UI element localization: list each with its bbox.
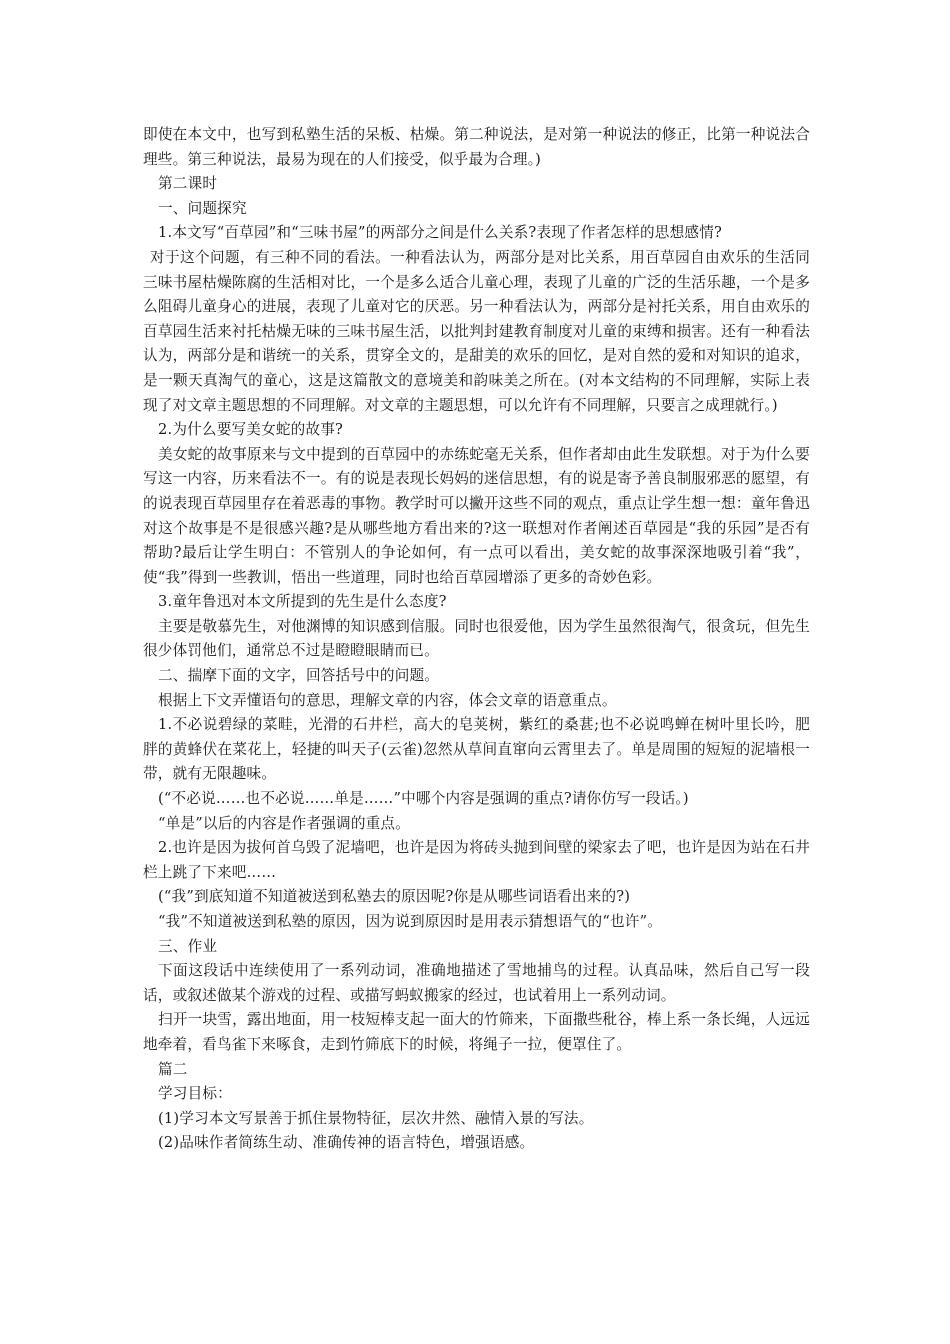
document-page [143, 123, 810, 1156]
paragraph: 即使在本文中，也写到私塾生活的呆板、枯燥。第二种说法，是对第一种说法的修正，比第一种说法合理些。第三种说法，最易为现在的人们接受，似乎最为合理。) [143, 126, 810, 168]
question: 3.童年鲁迅对本文所提到的先生是什么态度? [158, 593, 447, 611]
answer-paragraph: “我”不知道被送到私塾的原因，因为说到原因时是用表示猜想语气的“也许”。 [158, 913, 663, 930]
question: 1.本文写“百草园”和“三味书屋”的两部分之间是什么关系?表现了作者怎样的思想感情? [158, 224, 723, 242]
section-heading: 篇二 [158, 1060, 188, 1078]
section-heading: 三、作业 [158, 937, 218, 955]
section-heading: 一、问题探究 [158, 199, 247, 217]
section-heading: 二、揣摩下面的文字，回答括号中的问题。 [158, 667, 440, 685]
section-heading: 第二课时 [158, 175, 218, 193]
paragraph: 下面这段话中连续使用了一系列动词，准确地描述了雪地捕鸟的过程。认真品味，然后自己写一段话，或叙述做某个游戏的过程、或描写蚂蚁搬家的经过，也试着用上一系列动词。 [143, 962, 810, 1004]
paragraph: 学习目标： [158, 1085, 232, 1103]
quoted-passage: 扫开一块雪，露出地面，用一枝短棒支起一面大的竹筛来，下面撒些秕谷，棒上系一条长绳，人远远地牵着，看鸟雀下来啄食，走到竹筛底下的时候，将绳子一拉，便罩住了。 [143, 1011, 810, 1053]
answer-paragraph: 美女蛇的故事原来与文中提到的百草园中的赤练蛇毫无关系，但作者却由此生发联想。对于为什么要写这一内容，历来看法不一。有的说是表现长妈妈的迷信思想，有的说是寄予善良制服邪恶的愿望，有的说表现百草园里存在着恶毒的事物。教学时可以撇开这些不同的观点，重点让学生想一想：童年鲁迅对这个故事是不是很感兴趣?是从哪些地方看出来的?这一联想对作者阐述百草园是“我的乐园”是否有帮助?最后让学生明白：不管别人的争论如何，有一点可以看出，美女蛇的故事深深地吸引着“我”，使“我”得到一些教训，悟出一些道理，同时也给百草园增添了更多的奇妙色彩。 [143, 445, 810, 586]
quoted-passage: 1.不必说碧绿的菜畦，光滑的石井栏，高大的皂荚树，紫红的桑葚;也不必说鸣蝉在树叶里长吟，肥胖的黄蜂伏在菜花上，轻捷的叫天子(云雀)忽然从草间直窜向云霄里去了。单是周围的短短的泥墙根一带，就有无限趣味。 [143, 716, 810, 783]
list-item: (1)学习本文写景善于抓住景物特征，层次井然、融情入景的写法。 [158, 1109, 594, 1127]
question: 2.为什么要写美女蛇的故事? [158, 421, 344, 439]
question: (“我”到底知道不知道被送到私塾去的原因呢?你是从哪些词语看出来的?) [158, 888, 631, 906]
answer-paragraph: 对于这个问题，有三种不同的看法。一种看法认为，两部分是对比关系，用百草园自由欢乐的生活同三味书屋枯燥陈腐的生活相对比，一个是多么适合儿童心理，表现了儿童的广泛的生活乐趣，一个是多么阻碍儿童身心的进展，表现了儿童对它的厌恶。另一种看法认为，两部分是衬托关系，用自由欢乐的百草园生活来衬托枯燥无味的三味书屋生活，以批判封建教育制度对儿童的束缚和损害。还有一种看法认为，两部分是和谐统一的关系，贯穿全文的，是甜美的欢乐的回忆，是对自然的爱和对知识的追求，是一颗天真淘气的童心，这是这篇散文的意境美和韵味美之所在。(对本文结构的不同理解，实际上表现了对文章主题思想的不同理解。对文章的主题思想，可以允许有不同理解，只要言之成理就行。) [143, 248, 810, 414]
question: (“不必说……也不必说……单是……”中哪个内容是强调的重点?请你仿写一段话。) [158, 790, 689, 808]
list-item: (2)品味作者简练生动、准确传神的语言特色，增强语感。 [158, 1134, 535, 1152]
answer-paragraph: 主要是敬慕先生，对他渊博的知识感到信服。同时也很爱他，因为学生虽然很淘气，很贪玩，但先生很少体罚他们，通常总不过是瞪瞪眼睛而已。 [143, 617, 810, 660]
paragraph: 根据上下文弄懂语句的意思，理解文章的内容，体会文章的语意重点。 [158, 691, 617, 709]
quoted-passage: 2.也许是因为拔何首乌毁了泥墙吧，也许是因为将砖头抛到间壁的梁家去了吧，也许是因为站在石井栏上跳了下来吧…… [143, 839, 810, 881]
answer-paragraph: “单是”以后的内容是作者强调的重点。 [158, 814, 411, 832]
